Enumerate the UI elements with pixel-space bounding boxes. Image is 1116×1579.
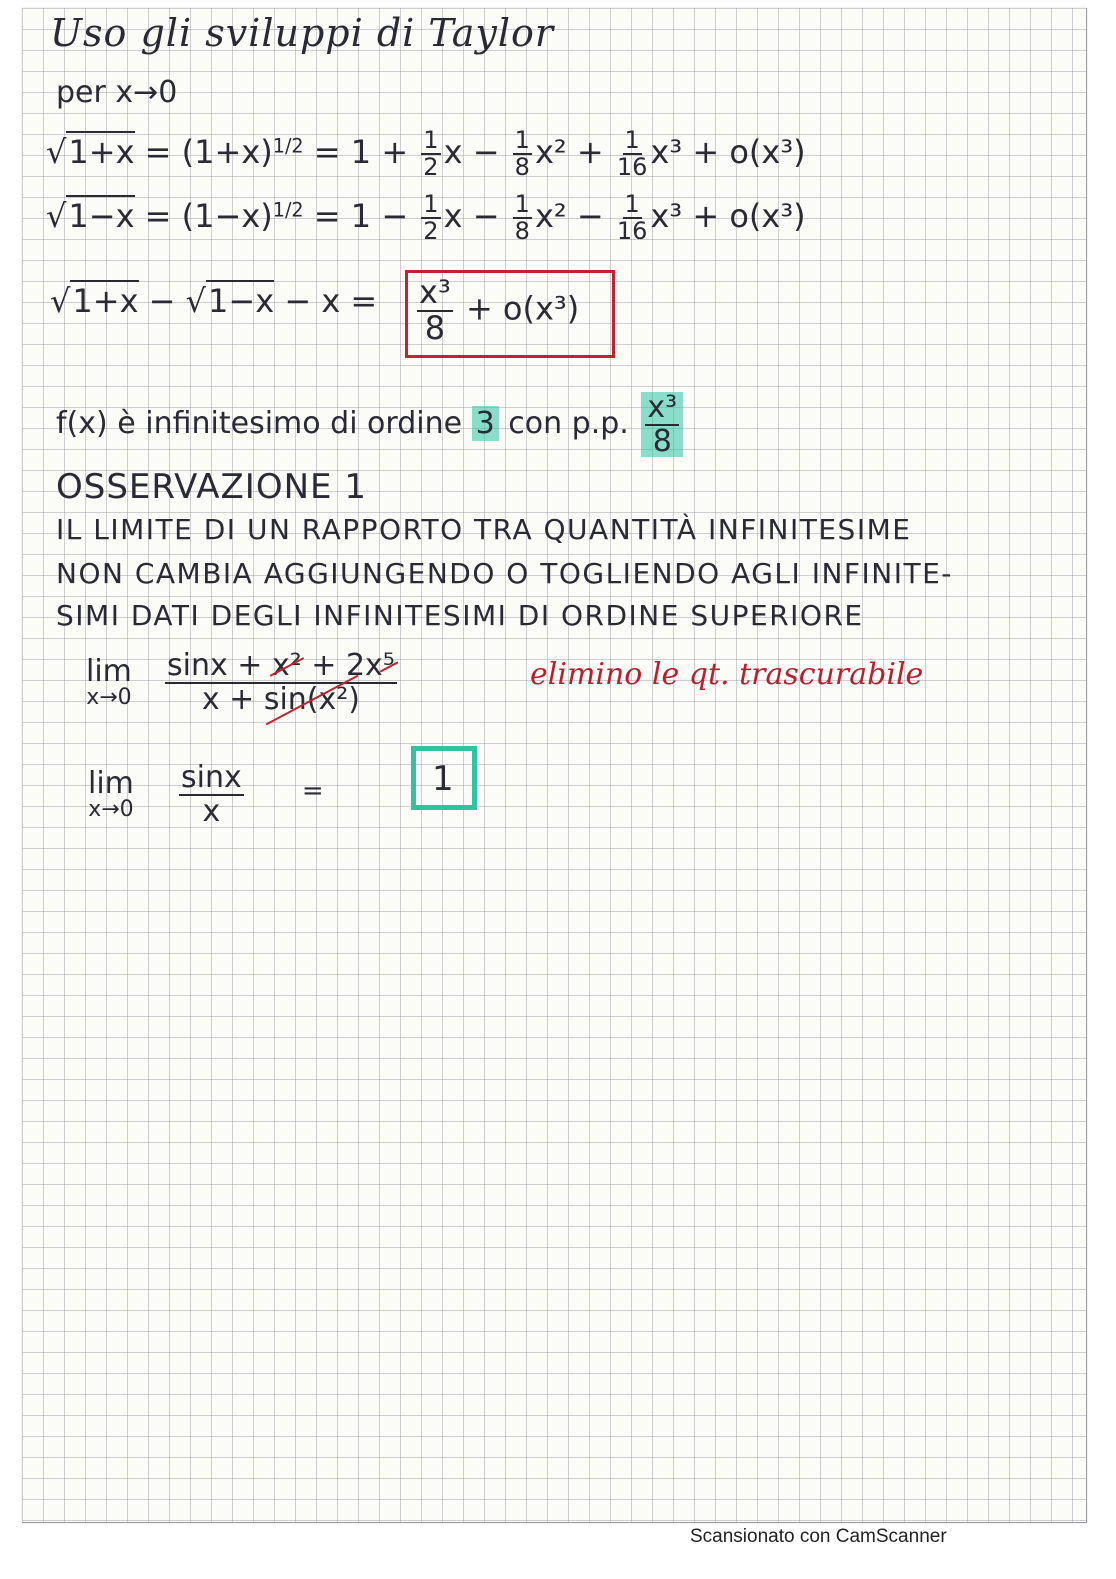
sqrt-symbol: √ [50, 282, 71, 320]
boxed-rest: + o(x³) [465, 289, 580, 328]
eq2-exponent: 1/2 [272, 198, 304, 222]
eq3-rest: − x = [284, 282, 378, 320]
order-statement [56, 392, 686, 457]
eq2-term2: x² − [534, 197, 604, 236]
observation-line-3: SIMI DATI DEGLI INFINITESIMI DI ORDINE SUPERIORE [56, 599, 864, 632]
principal-part: $\frac{\text{x³}}{8}$ [641, 392, 683, 457]
limit2-fraction: $\frac{\sin x}{x}$ [181, 760, 242, 829]
boxed-result [414, 273, 580, 347]
principal-part-label: con p.p. [508, 406, 629, 441]
observation-heading: OSSERVAZIONE 1 [56, 467, 367, 507]
eq3-term-b: 1−x [208, 282, 275, 320]
order-value: 3 [472, 406, 499, 441]
eq2-term2-coef: $\frac{1}{8}$ [514, 190, 530, 246]
limit-operator: lim x→0 [88, 765, 134, 822]
limit2-result: 1 [432, 759, 454, 799]
eq2-term1-coef: $\frac{1}{2}$ [423, 190, 439, 246]
eq2-term1: x − [443, 197, 500, 236]
taylor-sqrt-1-plus-x [46, 128, 806, 180]
boxed-fraction: $\frac{\text{x³}}{8}$ [419, 273, 451, 347]
limit-condition: per x→0 [56, 75, 178, 110]
eq1-lhs: 1+x [68, 133, 135, 172]
eq1-rhs-start: = 1 + [313, 133, 409, 172]
observation-line-2: NON CAMBIA AGGIUNGENDO O TOGLIENDO AGLI INFINITE- [56, 557, 953, 590]
scanner-footer: Scansionato con CamScanner [690, 1526, 947, 1547]
eq1-term2: x² + [534, 133, 604, 172]
sqrt-symbol: √ [46, 133, 67, 172]
eq2-term3: x³ + o(x³) [650, 197, 806, 236]
sqrt-symbol: √ [46, 197, 67, 236]
limit-operator: lim x→0 [86, 653, 132, 710]
eq2-lhs: 1−x [68, 197, 135, 236]
limit1-fraction: $\frac{\text{sinx + x² + 2x⁵}}{\text{x + sin(x²)}}$ [167, 648, 395, 717]
limit2-equals: = [301, 776, 324, 806]
eq1-mid: = (1+x) [144, 133, 273, 172]
difference-equation [50, 282, 378, 320]
eq1-term1: x − [443, 133, 500, 172]
margin-note: elimino le qt. trascurabile [530, 657, 924, 692]
eq2-rhs-start: = 1 − [313, 197, 409, 236]
eq2-mid: = (1−x) [144, 197, 273, 236]
sqrt-symbol: √ [185, 282, 207, 320]
eq1-term2-coef: $\frac{1}{8}$ [514, 126, 530, 182]
taylor-sqrt-1-minus-x [46, 192, 806, 244]
observation-line-1: IL LIMITE DI UN RAPPORTO TRA QUANTITÀ INFINITESIME [56, 513, 912, 546]
limit-example-2 [88, 762, 324, 827]
eq1-term3: x³ + o(x³) [650, 133, 806, 172]
eq1-exponent: 1/2 [272, 134, 304, 158]
eq2-term3-coef: $\frac{1}{16}$ [616, 190, 648, 246]
eq3-term-a: 1+x [72, 282, 139, 320]
order-text: f(x) è infinitesimo di ordine [56, 406, 463, 441]
eq3-minus: − [148, 282, 176, 320]
eq1-term3-coef: $\frac{1}{16}$ [616, 126, 648, 182]
eq1-term1-coef: $\frac{1}{2}$ [423, 126, 439, 182]
limit-example-1 [86, 650, 400, 715]
page-title: Uso gli sviluppi di Taylor [50, 11, 555, 55]
